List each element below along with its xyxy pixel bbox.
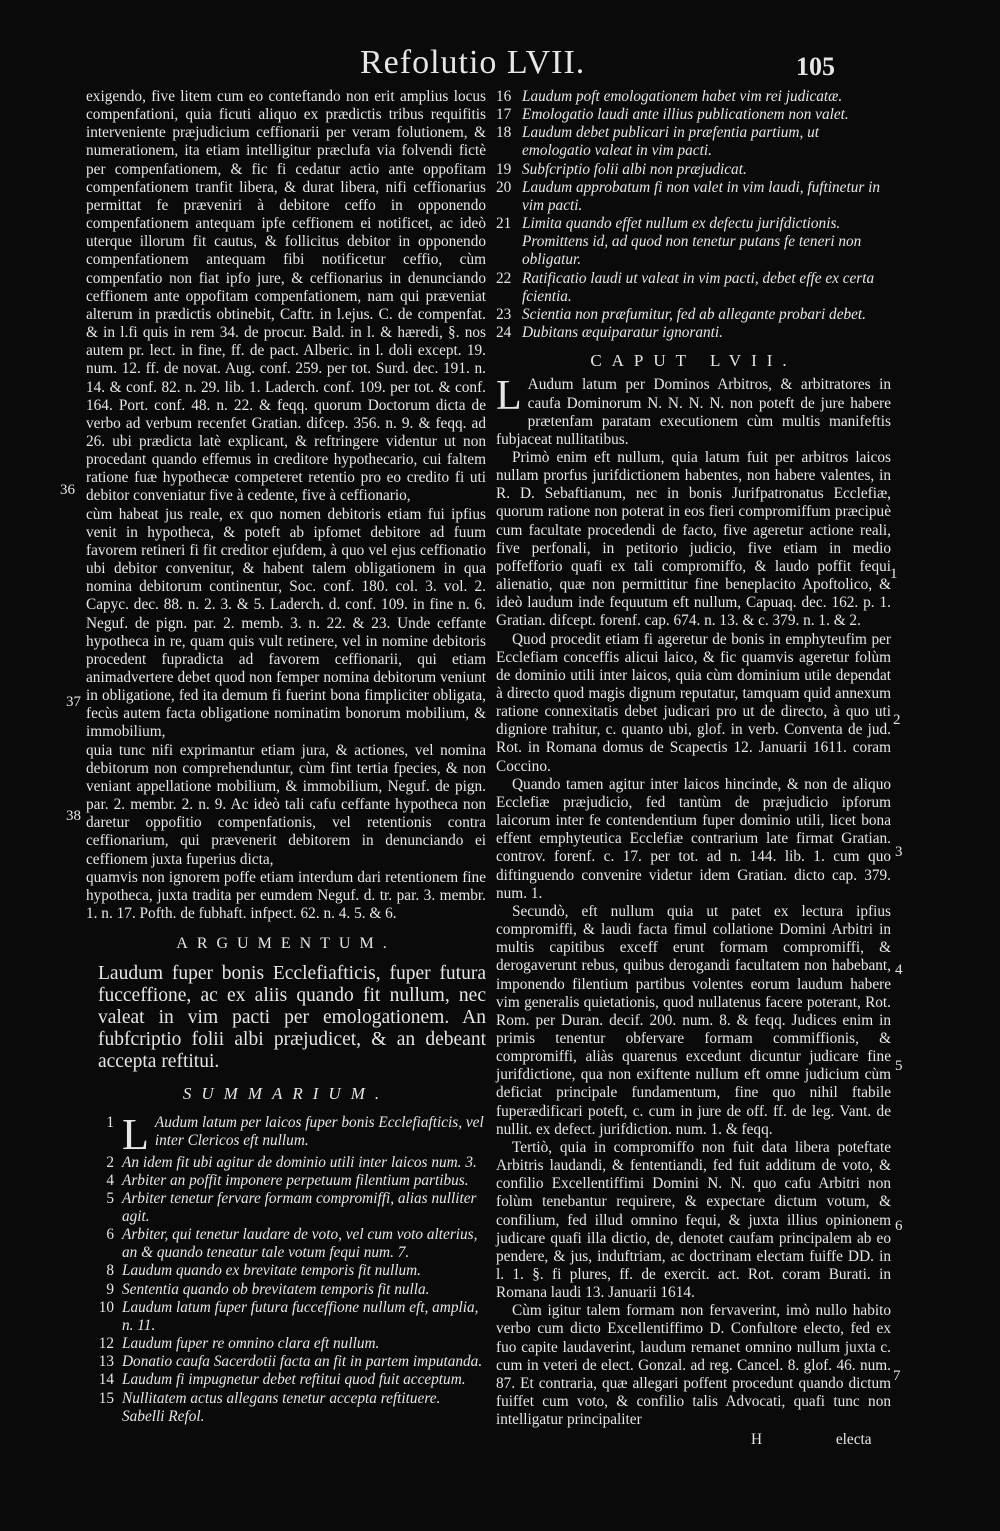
summary-number: 1 xyxy=(106,1113,114,1131)
summary-number: 9 xyxy=(106,1280,114,1298)
summary-number: 20 xyxy=(496,178,512,196)
summary-number: 6 xyxy=(106,1226,114,1244)
summary-item xyxy=(86,1172,486,1190)
summary-number: 4 xyxy=(106,1171,114,1189)
summary-list-item xyxy=(496,233,891,269)
margin-number: 4 xyxy=(895,962,903,978)
summary-text: Subfcriptio folii albi non præjudicat. xyxy=(522,160,747,178)
summary-item xyxy=(86,1353,486,1371)
right-paragraph-2: Primò enim eft nullum, quia latum fuit per arbitros laicos nullam prorfus jurifdictionem habentes, non habere valentes, in R. D. Sebaftianum, nec in bonis Jurifpatronatus Ecclefiæ, quorum ratione non poterat in eos fieri compromiffum præcipuè cum facultate procedendi de facto, five ageretur actione reali, five perfonali, in petitorio judicio, five etiam in medio poffefforio quafi ex tali compromiffo, & laudo poffit fequi alienatio, quæ non permittitur fine beneplacito Apoftolico, & ideò laudum inde fequutum eft nullum, Capuaq. dec. 162. p. 1. Gratian. difcept. forenf. cap. 674. n. 13. & c. 379. n. 1. & 2. xyxy=(496,448,891,630)
margin-number: 6 xyxy=(895,1218,903,1234)
summary-text: Laudum quando ex brevitate temporis fit nullum. xyxy=(122,1262,421,1280)
summary-list-item xyxy=(496,161,891,179)
summary-number: 8 xyxy=(106,1262,114,1280)
summary-text: Nullitatem actus allegans tenetur accepta reftituere. xyxy=(122,1389,441,1407)
summary-text: Emologatio laudi ante illius publicationem non valet. xyxy=(522,106,849,124)
summary-item xyxy=(86,1109,486,1159)
summary-list-item xyxy=(496,106,891,124)
left-paragraph-1: exigendo, five litem cum eo conteftando non erit amplius locus compenfationi, quia ficuti aliquo ex prædictis tribus requifitis interveniente præjudicium ceffionarii per veram folutionem, & numerationem, ita etiam intelligitur præclufa via folvendi fictè per compenfationem, & fic fi cedatur actio ante oppofitam compenfationem tranfit libera, & durat libera, nifi ceffionarius permittat fe præveniri à debitore ceffo in opponendo compenfationem antequam ipfe ceffionem ei notificet, ac ideò uterque illorum fit cautus, & follicitus debitor in opponendo compenfationem antequam fibi notificetur ceffio, cùm compenfatio non fiat ipfo jure, & ceffionarius in denunciando ceffionem ante oppofitam compenfationem, nam qui præveniat alterum in prædictis obtinebit, Caftr. in l.ejus. C. de compenfat. & in l.fi quis in rem 34. de procur. Bald. in l. & hæredi, §. nos autem pr. lect. in fine, ff. de pact. Alberic. in l. doli except. 19. num. 12. ff. de novat. Aug. conf. 259. per tot. Surd. dec. 191. n. 14. & conf. 82. n. 29. lib. 1. Laderch. conf. 109. per tot. & conf. 164. Port. conf. 48. n. 22. & feqq. quorum Doctorum dicta de verbo ad verbum recenfet Gratian. difcep. 356. n. 9. & feqq. ad 26. ubi prædicta latè explicant, & reftringere videntur ut non procedant quando effemus in creditore hypothecario, cui faltem ratione fuæ hypothecæ competeret retentio pro eo credito fi uti debitor conveniatur five à cedente, five à ceffionario, xyxy=(86,88,486,505)
summary-text: Limita quando effet nullum ex defectu jurifdictionis. xyxy=(522,215,841,233)
margin-number: 1 xyxy=(890,566,898,582)
summary-text: Laudum debet publicari in præfentia partium, ut emologatio valeat in vim pacti. xyxy=(522,124,820,160)
summary-list-item xyxy=(496,324,891,342)
summary-item xyxy=(86,1390,486,1408)
summary-item xyxy=(86,1335,486,1353)
left-paragraph-3: quia tunc nifi exprimantur etiam jura, & actiones, vel nomina debitorum non comprehenduntur, cùm fint tertia fpecies, & non veniant appellatione mobilium, & immobilium, Neguf. de pign. par. 2. membr. 2. n. 9. Ac ideò tali cafu ceffante hypotheca non daretur oppofitio compenfationis, vel retentionis contra ceffionarium, qui prævenerit debitorem in denunciando ei ceffionem juxta fuperius dicta, xyxy=(86,741,486,868)
summary-number: 15 xyxy=(98,1389,114,1407)
margin-number: 3 xyxy=(895,844,903,860)
summary-text: Arbiter an poffit imponere perpetuum filentium partibus. xyxy=(122,1171,469,1189)
margin-number: 38 xyxy=(66,808,81,824)
summary-number: 10 xyxy=(98,1298,114,1316)
right-paragraph-3: Quod procedit etiam fi ageretur de bonis in emphyteufim per Ecclefiam conceffis alicui laico, & fic quamvis ageretur folùm de dominio utili inter laicos, quia cùm dominium utile dependat à directo quod magis dignum reputatur, tamquam quid annexum ratione connexitatis debet judicari pro ut de directo, à quo uti digniore trahitur, c. quanto ubi, glof. in verb. Conventa de jud. Rot. in Romana domus de Scapectis 12. Januarii 1611. coram Coccino. xyxy=(496,630,891,775)
summary-item xyxy=(86,1262,486,1280)
summary-number: 5 xyxy=(106,1189,114,1207)
summary-list-item xyxy=(496,215,891,233)
summary-item xyxy=(86,1371,486,1389)
summary-number xyxy=(496,233,522,269)
summary-number: 24 xyxy=(496,324,512,342)
summary-item xyxy=(86,1154,486,1172)
right-paragraph-5: Secundò, eft nullum quia ut patet ex lectura ipfius compromiffi, & laudi facta fimul collatione Domini Arbitri in multis capitibus exceff erunt formam compromiffi, & derogaverunt rebus, quibus derogandi facultatem non habebant, imponendo filentium partibus volentes eorum laudum habere vim generalis quietationis, quod nullatenus facere poterant, Rot. Rom. per Duran. decif. 200. num. 8. & feqq. Judices enim in primis tenentur obfervare formam commiffionis, & compromiffi, aliàs quarenus excedunt dicuntur judicare fine jurifdictione, qua non exiftente nullum eft omne judicium cùm deficiat principale fundamentum, fine quo nihil ftabile fuperædificari poteft, c. cum in jure de off. ff. de leg. Vant. de nullit. ex defect. jurifdiction. num. 1. & feqq. xyxy=(496,902,891,1138)
summary-number: 14 xyxy=(98,1371,114,1389)
summary-text: Laudum poft emologationem habet vim rei judicatæ. xyxy=(522,88,843,105)
summary-text: An idem fit ubi agitur de dominio utili inter laicos num. 3. xyxy=(122,1153,477,1171)
drop-cap-l: L xyxy=(122,1109,149,1159)
margin-number: 2 xyxy=(893,712,901,728)
summary-item xyxy=(86,1190,486,1226)
summary-text: Laudum fi impugnetur debet reftitui quod fuit acceptum. xyxy=(122,1371,466,1389)
margin-number: 7 xyxy=(893,1368,901,1384)
summary-text: Sententia quando ob brevitatem temporis fit nulla. xyxy=(122,1280,430,1298)
margin-number: 5 xyxy=(895,1058,903,1074)
signature-mark: H xyxy=(751,1431,763,1449)
summary-text: Donatio caufa Sacerdotii facta an fit in partem imputanda. xyxy=(122,1353,483,1371)
right-footer xyxy=(496,1431,891,1449)
summary-number: 13 xyxy=(98,1353,114,1371)
summary-list-item xyxy=(496,179,891,215)
right-column xyxy=(496,88,891,1450)
summary-number: 22 xyxy=(496,269,512,287)
drop-cap-l: L xyxy=(496,373,522,420)
summary-number: 12 xyxy=(98,1335,114,1353)
summary-list-item xyxy=(496,88,891,106)
summary-number: 21 xyxy=(496,215,512,233)
left-paragraph-2: cùm habeat jus reale, ex quo nomen debitoris etiam fui ipfius venit in hypotheca, & poteft ab ipfomet debitore ad fuum favorem retineri fi fit creditor ejufdem, à quo vel ejus ceffionatio ubi debitor convenitur, & habent talem obligationem in qua nomina debitorum continentur, Soc. conf. 180. col. 3. vol. 2. Capyc. dec. 88. n. 2. 3. & 5. Laderch. d. conf. 109. in fine n. 6. Neguf. de pign. par. 2. memb. 3. n. 22. & 23. Unde ceffante hypotheca in re, quam quis vult retinere, vel in nomine debitoris procedent fupradicta ad favorem ceffionarii, qui etiam animadvertere debet quod non femper nomina debitorum veniunt in obligatione, fed ita demum fi fuerint bona fimpliciter obligata, fecùs autem facta obligatione nominatim bonorum mobilium, & immobilium, xyxy=(86,505,486,741)
margin-number: 36 xyxy=(60,482,75,498)
summary-number: 19 xyxy=(496,160,512,178)
summary-number: 16 xyxy=(496,88,512,105)
argumentum-heading: ARGUMENTUM. xyxy=(176,935,396,953)
summary-text: Arbiter tenetur fervare formam compromiffi, alias nulliter agit. xyxy=(122,1189,477,1225)
summary-item xyxy=(86,1281,486,1299)
summary-text: Dubitans æquiparatur ignoranti. xyxy=(522,324,724,342)
argumentum-text: Laudum fuper bonis Ecclefiafticis, fuper futura fucceffione, ac ex aliis quando fit nullum, nec valeat in vim pacti per emologationem. An fubfcriptio folii albi præjudicet, & an debeant accepta reftitui. xyxy=(98,963,486,1073)
summary-text: Scientia non præfumitur, fed ab allegante probari debet. xyxy=(522,305,867,323)
left-column xyxy=(86,88,486,1426)
summarium-heading: SUMMARIUM. xyxy=(182,1084,390,1104)
summary-number: 23 xyxy=(496,305,512,323)
right-paragraph-6: Tertiò, quia in compromiffo non fuit data libera poteftate Arbitris laudandi, & fententiandi, fed fuit additum de voto, & confilio Excellentiffimi Domini N. N. quo cafu Arbitri non folùm tenebantur requirere, & expectare dictum votum, & confilium, fed illud omnino fequi, & juxta illius opinionem judicare quafi illa dictio, de, denotet caufam principalem ab eo pendere, & jus, induftriam, ac doctrinam electam fuiffe DD. in l. 1. §. fi plures, ff. de exercit. act. Rot. coram Burati. in Romana laudi 13. Januarii 1614. xyxy=(496,1138,891,1302)
summary-text: Arbiter, qui tenetur laudare de voto, vel cum voto alterius, an & quando teneatur tale votum fequi num. 7. xyxy=(122,1226,478,1262)
summary-list-item xyxy=(496,124,891,160)
summary-text: Audum latum per laicos fuper bonis Ecclefiafticis, vel inter Clericos eft nullum. xyxy=(154,1113,484,1149)
summary-number: 18 xyxy=(496,124,512,142)
page-number: 105 xyxy=(796,52,835,81)
summary-list-item xyxy=(496,306,891,324)
summary-text: Laudum latum fuper futura fucceffione nullum eft, ampliа, n. 11. xyxy=(122,1298,479,1334)
right-catchword: electa xyxy=(835,1431,872,1449)
summary-text: Laudum fuper re omnino clara eft nullum. xyxy=(122,1335,380,1353)
paragraph-text: Audum latum per Dominos Arbitros, & arbitratores in caufa Dominorum N. N. N. N. non poteft de jure habere prætenfam paratam executionem cùm multis manifeftis fubjaceat nullitatibus. xyxy=(496,376,891,448)
summary-item xyxy=(86,1226,486,1262)
summary-text: Promittens id, ad quod non tenetur putans fe teneri non obligatur. xyxy=(522,233,862,269)
right-paragraph-7: Cùm igitur talem formam non fervaverint, imò nullo habito verbo cum dicto Excellentiffimo D. Confultore electo, fed ex fuo capite laudaverint, laudum remanet omnino nullum juxta c. cum in veteri de elect. Gonzal. ad reg. Cancel. 8. glof. 46. num. 87. Et contraria, quæ allegari poffent procedunt quando dictum fuiffet cum voto, & confilio talis Advocati, quafi tunc non intelligatur principaliter xyxy=(496,1302,891,1429)
summary-text: Ratificatio laudi ut valeat in vim pacti, debet effe ex certa fcientia. xyxy=(522,269,875,305)
right-paragraph-1 xyxy=(496,373,891,449)
caput-heading: CAPUT LVII. xyxy=(590,351,797,371)
summary-list-item xyxy=(496,270,891,306)
margin-number: 37 xyxy=(66,694,81,710)
page-header-title: Refolutio LVII. xyxy=(360,44,586,81)
summary-text: Laudum approbatum fi non valet in vim laudi, fuftinetur in vim pacti. xyxy=(522,178,881,214)
left-catchword: Sabelli Refol. xyxy=(122,1407,205,1425)
summary-number: 2 xyxy=(106,1153,114,1171)
summary-item xyxy=(86,1299,486,1335)
summary-number: 17 xyxy=(496,106,512,124)
right-paragraph-4: Quando tamen agitur inter laicos hincinde, & non de aliquo Ecclefiæ præjudicio, fed tantùm de præjudicio ipforum laicorum inter fe contendentium fuper dominio utili, licet bona effent emphyteutica Ecclefiæ contrarium late firmat Gratian. controv. forenf. c. 17. per tot. ad n. 144. lib. 1. cum quo diftinguendo convenire videtur idem Gratian. dicto cap. 379. num. 1. xyxy=(496,775,891,902)
left-paragraph-4: quamvis non ignorem poffe etiam interdum dari retentionem fine hypotheca, juxta tradita per eumdem Neguf. d. tr. par. 3. membr. 1. n. 17. Pofth. de fubhaft. infpect. 62. n. 4. 5. & 6. xyxy=(86,868,486,923)
